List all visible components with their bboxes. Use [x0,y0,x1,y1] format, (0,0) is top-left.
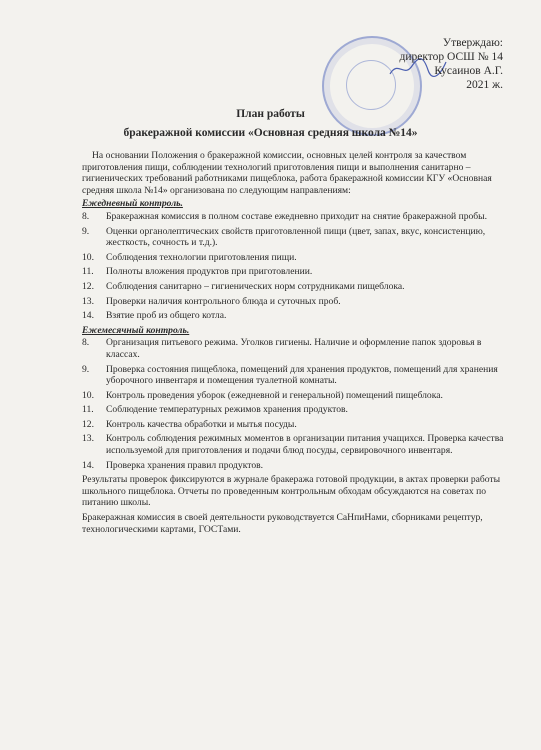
item-text: Оценки органолептических свойств приготовленной пищи (цвет, запах, вкус, консистенцию, жесткость, сочность и т.д.). [106,225,486,249]
item-text: Полноты вложения продуктов при приготовлении. [106,266,313,278]
document-subtitle: бракеражной комиссии «Основная средняя школа №14» [123,127,418,139]
item-text: Соблюдения санитарно – гигиенических норм сотрудниками пищеблока. [106,280,405,292]
item-number: 8. [82,210,90,222]
list-item [82,211,512,223]
item-text: Контроль соблюдения режимных моментов в организации питания учащихся. Проверка качества используемой для приготовления и подачи блюд посуды, сервировочного инвентаря. [106,433,504,457]
approval-name: Кусаинов А.Г. [434,65,503,77]
item-number: 10. [82,389,94,401]
approval-date: 2021 ж. [466,79,503,91]
list-item [82,460,512,472]
monthly-heading: Ежемесячный контроль. [82,324,190,336]
approval-position: директор ОСШ № 14 [399,51,503,63]
item-number: 9. [82,363,90,375]
item-text: Организация питьевого режима. Уголков гигиены. Наличие и оформление папок здоровья в классах. [106,337,482,360]
item-number: 8. [82,337,90,349]
item-text: Бракеражная комиссия в полном составе ежедневно приходит на снятие бракеражной пробы. [106,210,488,222]
results-paragraph: Результаты проверок фиксируются в журнале бракеража готовой продукции, в актах проверки работы школьного пищеблока. Отчеты по проведенным контрольным обходам обсуждаются на советах по питанию школы. [82,474,501,509]
list-item [82,226,512,249]
item-number: 12. [82,280,94,292]
item-text: Контроль проведения уборок (ежедневной и генеральной) помещений пищеблока. [106,389,443,401]
list-item [82,364,512,387]
closing-paragraph: Бракеражная комиссия в своей деятельности руководствуется СаНпиНами, сборниками рецептур, технологическими картами, ГОСТами. [82,512,483,535]
document-body [82,150,512,535]
list-item [82,404,512,416]
item-number: 12. [82,418,94,430]
item-text: Проверка состояния пищеблока, помещений для хранения продуктов, помещений для хранения уборочного инвентаря и помещения туалетной комнаты. [106,363,498,387]
item-number: 11. [82,404,94,416]
list-item [82,310,512,322]
daily-list [82,211,512,322]
list-item [82,390,512,402]
item-number: 14. [82,310,94,322]
list-item [82,337,512,360]
list-item [82,433,512,456]
item-number: 13. [82,433,94,445]
item-number: 11. [82,266,94,278]
intro-paragraph: На основании Положения о бракеражной комиссии, основных целей контроля за качеством приготовления пищи, соблюдении технологий приготовления пищи и выполнения санитарно – гигиенических требований работниками пищеблока, работа бракеражной комиссии КГУ «Основная средняя школа №14» организована по следующим направлениям: [82,150,492,196]
item-number: 13. [82,295,94,307]
item-text: Проверки наличия контрольного блюда и суточных проб. [106,295,341,307]
item-text: Проверка хранения правил продуктов. [106,459,264,471]
list-item [82,281,512,293]
document-title: План работы [236,108,305,120]
approval-heading: Утверждаю: [442,37,503,49]
item-number: 10. [82,251,94,263]
approval-block [343,36,503,92]
list-item [82,252,512,264]
list-item [82,266,512,278]
monthly-list [82,337,512,471]
item-text: Соблюдения технологии приготовления пищи. [106,251,297,263]
item-text: Контроль качества обработки и мытья посуды. [106,418,297,430]
item-number: 14. [82,459,94,471]
item-number: 9. [82,225,90,237]
list-item [82,419,512,431]
daily-heading: Ежедневный контроль. [82,198,183,210]
list-item [82,296,512,308]
item-text: Соблюдение температурных режимов хранения продуктов. [106,404,348,416]
item-text: Взятие проб из общего котла. [106,310,227,322]
